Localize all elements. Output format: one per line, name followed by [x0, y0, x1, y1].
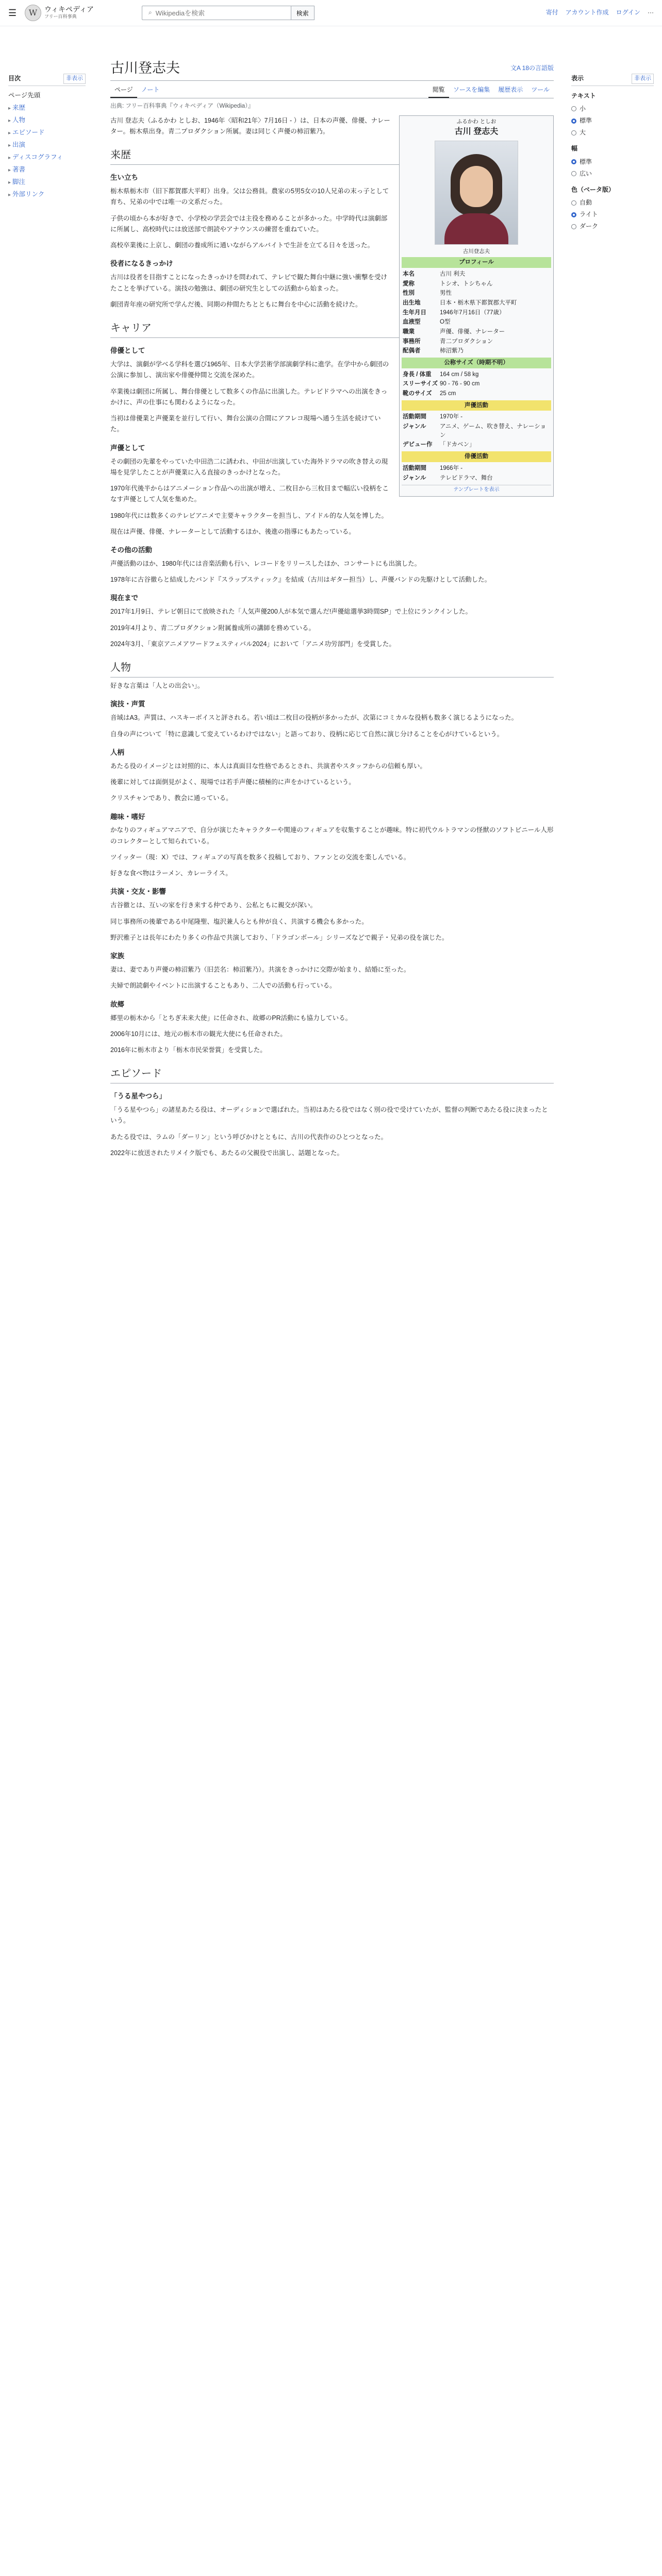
- more-menu-icon[interactable]: ···: [648, 9, 654, 16]
- subsection-heading: 「うる星やつら」: [110, 1092, 166, 1100]
- infobox-actor-heading: 俳優活動: [402, 451, 551, 462]
- paragraph: 古谷徹とは、互いの家を行き来する仲であり、公私ともに親交が深い。: [110, 902, 317, 909]
- infobox-row: [402, 346, 551, 356]
- search-icon: ⌕: [148, 9, 152, 16]
- create-account-link[interactable]: アカウント作成: [565, 9, 609, 16]
- article-body: [110, 115, 554, 1159]
- infobox-row: [402, 317, 551, 327]
- infobox-row-value: アニメ、ゲーム、吹き替え、ナレーション: [440, 423, 547, 438]
- paragraph: 現在は声優、俳優、ナレーターとして活動するほか、後進の指導にもあたっている。: [110, 528, 355, 535]
- infobox-row-value: テレビドラマ、舞台: [440, 474, 493, 481]
- paragraph: その劇団の先輩をやっていた中田浩二に誘われ、中田が出演していた海外ドラマの吹き替えの現場を見学したことが声優業に入る直接のきっかけとなった。: [110, 457, 388, 476]
- toc-item[interactable]: [8, 188, 86, 200]
- user-links: [546, 8, 654, 18]
- toc-item[interactable]: [8, 114, 86, 126]
- infobox-row-label: デビュー作: [403, 442, 433, 448]
- section-heading: エピソード: [110, 1065, 554, 1083]
- infobox-profile-heading: プロフィール: [402, 257, 551, 268]
- page-title-bar: [110, 57, 554, 81]
- subsection-heading: 人柄: [110, 748, 124, 756]
- infobox-row: [402, 308, 551, 318]
- logo-title: ウィキペディア: [44, 6, 94, 14]
- paragraph: 古川は役者を目指すことになったきっかけを問われて、テレビで観た舞台中継に強い衝撃を受けたことを挙げている。演技の勉強は、劇団の研究生としての活動から始まった。: [110, 274, 388, 292]
- infobox-size-heading: 公称サイズ（時期不明）: [402, 358, 551, 368]
- paragraph: かなりのフィギュアマニアで、自分が演じたキャラクターや関連のフィギュアを収集することが趣味。特に初代ウルトラマンの怪獣のソフトビニール人形のコレクターとして知られている。: [110, 826, 554, 845]
- section-heading: キャリア: [110, 319, 554, 338]
- subsection-heading: 家族: [110, 952, 124, 960]
- infobox-row: [402, 440, 551, 450]
- paragraph: 1978年に古谷徹らと結成したバンド『スラップスティック』を結成（古川はギター担当）し、声優バンドの先駆けとして活動した。: [110, 576, 491, 584]
- paragraph: 当初は俳優業と声優業を並行して行い、舞台公演の合間にアフレコ現場へ通う生活を続けていた。: [110, 415, 381, 433]
- page-title: 古川登志夫: [110, 60, 180, 76]
- radio-button[interactable]: [571, 130, 576, 135]
- tab-page[interactable]: ページ: [110, 83, 137, 98]
- toc-item-label: エピソード: [12, 128, 45, 136]
- infobox-row-label: 職業: [403, 329, 415, 335]
- infobox-template-link[interactable]: テンプレートを表示: [402, 485, 551, 494]
- subsection-heading: 趣味・嗜好: [110, 812, 145, 821]
- infobox-row: [402, 269, 551, 279]
- paragraph: 卒業後は劇団に所属し、舞台俳優として数多くの作品に出演した。テレビドラマへの出演をきっかけに、声の仕事にも関わるようになった。: [110, 387, 388, 406]
- chevron-down-icon[interactable]: ▸: [8, 105, 11, 111]
- paragraph: 音域はA3。声質は、ハスキーボイスと評される。若い頃は二枚目の役柄が多かったが、次第にコミカルな役柄も数多く演じるようになった。: [110, 714, 518, 722]
- paragraph: 2016年に栃木市より「栃木市民栄誉賞」を受賞した。: [110, 1046, 267, 1054]
- infobox-row-label: 性別: [403, 290, 415, 297]
- infobox-row-value: 青二プロダクション: [440, 338, 493, 345]
- infobox-row-label: 本名: [403, 271, 415, 278]
- site-logo[interactable]: [25, 5, 102, 21]
- chevron-down-icon[interactable]: ▸: [8, 167, 11, 173]
- paragraph: 劇団青年座の研究所で学んだ後、同期の仲間たちとともに舞台を中心に活動を続けた。: [110, 300, 362, 308]
- toc-item-label: 来歴: [12, 104, 26, 111]
- infobox-row-label: 愛称: [403, 280, 415, 287]
- infobox-row: [402, 422, 551, 440]
- toc-item[interactable]: [8, 176, 86, 188]
- toc-item[interactable]: [8, 163, 86, 176]
- paragraph: 1980年代には数多くのテレビアニメで主要キャラクターを担当し、アイドル的な人気を博した。: [110, 512, 388, 519]
- paragraph: 子供の頃から本が好きで、小学校の学芸会では主役を務めることが多かった。中学時代は演劇部に所属し、高校時代には放送部で朗読やアナウンスの練習を重ねていた。: [110, 214, 388, 233]
- chevron-down-icon[interactable]: ▸: [8, 192, 11, 198]
- toc-item-label: 脚注: [12, 178, 26, 185]
- tab-read[interactable]: 閲覧: [428, 83, 449, 98]
- intro-paragraph: 古川 登志夫（ふるかわ としお、1946年〈昭和21年〉7月16日 - ）は、日本の声優、俳優、ナレーター。栃木県出身。青二プロダクション所属。妻は同じく声優の柿沼紫乃。: [110, 116, 390, 135]
- infobox-row-value: 古川 利夫: [440, 271, 466, 278]
- login-link[interactable]: ログイン: [616, 9, 640, 16]
- infobox-row: [402, 298, 551, 308]
- paragraph: 2022年に放送されたリメイク版でも、あたるの父親役で出演し、話題となった。: [110, 1149, 344, 1157]
- toc-item[interactable]: [8, 101, 86, 114]
- globe-logo-icon: W: [25, 5, 41, 21]
- infobox-row-label: 身長 / 体重: [403, 371, 432, 378]
- toc-item[interactable]: [8, 126, 86, 139]
- paragraph: 後輩に対しては面倒見がよく、現場では若手声優に積極的に声をかけているという。: [110, 778, 355, 786]
- infobox-row-value: 90 - 76 - 90 cm: [440, 381, 480, 387]
- search-form: [138, 6, 315, 20]
- toc-item[interactable]: [8, 139, 86, 151]
- infobox-row: [402, 370, 551, 380]
- subsection-heading: 生い立ち: [110, 174, 138, 182]
- text-size-option-label: 大: [580, 129, 586, 137]
- subsection-heading: 演技・声質: [110, 700, 145, 708]
- radio-button[interactable]: [571, 118, 576, 124]
- width-option[interactable]: [571, 168, 654, 180]
- infobox-voice-heading: 声優活動: [402, 400, 551, 411]
- infobox-row: [402, 327, 551, 337]
- width-option-label: 広い: [580, 170, 592, 177]
- paragraph: 1970年代後半からはアニメーション作品への出演が増え、二枚目から三枚目まで幅広い役柄をこなす声優として人気を集めた。: [110, 485, 389, 503]
- infobox-row: [402, 379, 551, 389]
- width-label: 幅: [571, 145, 578, 152]
- infobox-row-label: 靴のサイズ: [403, 391, 432, 397]
- appearance-heading: 表示: [571, 75, 584, 82]
- portrait-photo[interactable]: [435, 141, 518, 245]
- infobox-row-label: 活動期間: [403, 414, 426, 420]
- section-heading: 来歴: [110, 146, 554, 165]
- chevron-down-icon[interactable]: ▸: [8, 142, 11, 148]
- text-size-option-label: 標準: [580, 116, 592, 124]
- infobox-row: [402, 279, 551, 289]
- infobox-name: 古川 登志夫: [454, 127, 499, 136]
- subsection-heading: 声優として: [110, 444, 145, 452]
- infobox-row-label: 出生地: [403, 300, 421, 307]
- color-option-label: ライト: [580, 211, 598, 218]
- infobox-row-label: 活動期間: [403, 465, 426, 471]
- paragraph: 「うる星やつら」の諸星あたる役は、オーディションで選ばれた。当初はあたる役ではなく別の役で受けていたが、監督の判断であたる役に決まったという。: [110, 1106, 548, 1125]
- color-option[interactable]: [571, 197, 654, 209]
- chevron-down-icon[interactable]: ▸: [8, 179, 11, 185]
- tab-tools[interactable]: ツール: [531, 86, 550, 94]
- infobox-row-label: 配偶者: [403, 348, 421, 354]
- infobox-row-label: スリーサイズ: [403, 381, 438, 387]
- table-of-contents: [8, 74, 86, 200]
- text-size-option-label: 小: [580, 105, 586, 112]
- infobox-row-label: ジャンル: [403, 423, 426, 430]
- toc-item[interactable]: [8, 151, 86, 163]
- donate-link[interactable]: 寄付: [545, 9, 558, 16]
- paragraph: あたる役では、ラムの「ダーリン」という呼びかけとともに、古川の代表作のひとつとなった。: [110, 1133, 388, 1141]
- infobox-row: [402, 473, 551, 483]
- portrait-caption: 古川登志夫: [462, 248, 490, 255]
- paragraph: 栃木県栃木市（旧下都賀郡大平町）出身。父は公務員。農家の5男5女の10人兄弟の末っ子として育ち、兄弟の中では唯一の文系だった。: [110, 188, 389, 206]
- infobox-row-value: 柿沼紫乃: [440, 348, 464, 354]
- width-option-label: 標準: [580, 158, 592, 165]
- infobox-row: [402, 289, 551, 298]
- paragraph: ツイッター（現：X）では、フィギュアの写真を数多く投稿しており、ファンとの交流を楽しんでいる。: [110, 853, 410, 861]
- logo-subtitle: フリー百科事典: [44, 13, 77, 19]
- toc-item-label: 出演: [12, 141, 26, 148]
- tagline: 出典: フリー百科事典『ウィキペディア（Wikipedia）』: [110, 103, 254, 110]
- width-option[interactable]: [571, 156, 654, 168]
- infobox-row-label: ジャンル: [403, 474, 426, 481]
- infobox-furigana: ふるかわ としお: [456, 118, 496, 125]
- search-input[interactable]: [142, 6, 291, 20]
- infobox-row: [402, 412, 551, 422]
- toc-item-label: 著書: [12, 165, 26, 173]
- site-header: [0, 0, 662, 26]
- paragraph: 同じ事務所の後輩である中尾隆聖、塩沢兼人らとも仲が良く、共演する機会も多かった。: [110, 918, 368, 925]
- tab-edit-source[interactable]: ソースを編集: [453, 86, 490, 94]
- infobox-row-value: 「ドカベン」: [440, 442, 475, 448]
- paragraph: 大学は、演劇が学べる学科を選び1965年、日本大学芸術学部演劇学科に進学。在学中から劇団の公演に参加し、演出家や俳優仲間と交流を深めた。: [110, 361, 389, 379]
- infobox-row-value: トシオ、トシちゃん: [440, 280, 493, 287]
- toc-item-top[interactable]: ページ先頭: [8, 91, 41, 99]
- radio-button[interactable]: [571, 212, 576, 217]
- paragraph: クリスチャンであり、教会に通っている。: [110, 794, 233, 802]
- text-size-option[interactable]: [571, 103, 654, 115]
- infobox-row-label: 生年月日: [403, 309, 426, 316]
- text-size-option[interactable]: [571, 127, 654, 139]
- appearance-hide-button[interactable]: 非表示: [632, 74, 654, 84]
- language-button[interactable]: [510, 63, 554, 73]
- color-option-label: ダーク: [580, 223, 599, 230]
- paragraph: 声優活動のほか、1980年代には音楽活動も行い、レコードをリリースしたほか、コンサートにも出演した。: [110, 560, 421, 567]
- paragraph: 好きな食べ物はラーメン、カレーライス。: [110, 870, 232, 877]
- infobox-row-label: 血液型: [403, 319, 421, 326]
- toc-hide-button[interactable]: 非表示: [63, 74, 86, 84]
- paragraph: あたる役のイメージとは対照的に、本人は真面目な性格であるとされ、共演者やスタッフからの信頼も厚い。: [110, 762, 426, 770]
- paragraph: 2006年10月には、地元の栃木市の観光大使にも任命された。: [110, 1030, 287, 1038]
- subsection-heading: 故郷: [110, 1000, 124, 1008]
- appearance-panel: [571, 74, 654, 233]
- paragraph: 2024年3月、「東京アニメアワードフェスティバル2024」において「アニメ功労部門」を受賞した。: [110, 640, 395, 648]
- subsection-heading: その他の活動: [110, 546, 152, 554]
- infobox-row-value: 日本・栃木県下都賀郡大平町: [440, 300, 517, 307]
- toc-item-label: 外部リンク: [12, 190, 45, 198]
- color-label: 色（ベータ版）: [571, 185, 615, 193]
- tab-history[interactable]: 履歴表示: [498, 86, 523, 94]
- hamburger-icon[interactable]: ☰: [8, 7, 17, 18]
- infobox-row-value: 164 cm / 58 kg: [440, 371, 479, 378]
- subsection-heading: 俳優として: [110, 347, 145, 355]
- paragraph: 自身の声について「特に意識して変えているわけではない」と語っており、役柄に応じて自然に演じ分けることを心がけているという。: [110, 730, 504, 738]
- color-option[interactable]: [571, 221, 654, 232]
- chevron-down-icon[interactable]: ▸: [8, 155, 11, 161]
- radio-button[interactable]: [571, 200, 576, 206]
- search-button[interactable]: 検索: [291, 6, 315, 20]
- paragraph: 2019年4月より、青二プロダクション附属養成所の講師を務めている。: [110, 624, 316, 632]
- infobox-row-value: 1946年7月16日（77歳）: [440, 309, 505, 316]
- subsection-heading: 共演・交友・影響: [110, 888, 166, 896]
- infobox-row-value: O型: [440, 319, 451, 326]
- toc-item-label: ディスコグラフィ: [12, 153, 63, 161]
- paragraph: 妻は、妻であり声優の柿沼紫乃（旧芸名：柿沼紫乃）。共演をきっかけに交際が始まり、結婚に至った。: [110, 966, 410, 974]
- section-heading: 人物: [110, 659, 554, 677]
- tab-talk[interactable]: ノート: [141, 86, 160, 94]
- infobox-row-value: 男性: [440, 290, 452, 297]
- language-count: 18の言語版: [522, 64, 554, 72]
- radio-button[interactable]: [571, 171, 576, 176]
- language-icon: 文A: [510, 64, 522, 72]
- radio-button[interactable]: [571, 106, 576, 111]
- main-content: [110, 57, 554, 1164]
- toc-item-label: 人物: [12, 116, 26, 124]
- paragraph: 高校卒業後に上京し、劇団の養成所に通いながらアルバイトで生計を立てる日々を送った。: [110, 242, 374, 249]
- infobox-row: [402, 389, 551, 399]
- text-size-option[interactable]: [571, 115, 654, 127]
- paragraph: 好きな言葉は「人との出会い」。: [110, 682, 204, 690]
- chevron-down-icon[interactable]: ▸: [8, 117, 11, 124]
- infobox-row: [402, 464, 551, 473]
- paragraph: 郷里の栃木から「とちぎ未来大使」に任命され、故郷のPR活動にも協力している。: [110, 1014, 352, 1022]
- subsection-heading: 役者になるきっかけ: [110, 260, 173, 268]
- paragraph: 2017年1月9日、テレビ朝日にて放映された「人気声優200人が本気で選んだ!声優総選挙3時間SP」で上位にランクインした。: [110, 608, 472, 616]
- page-tabs: [110, 83, 554, 98]
- infobox-row-value: 25 cm: [440, 391, 456, 397]
- infobox: [399, 115, 554, 497]
- paragraph: 野沢雅子とは長年にわたり多くの作品で共演しており、「ドラゴンボール」シリーズなどで親子・兄弟の役を演じた。: [110, 934, 449, 941]
- color-option[interactable]: [571, 209, 654, 221]
- infobox-row: [402, 337, 551, 347]
- text-size-label: テキスト: [571, 92, 596, 99]
- chevron-down-icon[interactable]: ▸: [8, 130, 11, 136]
- radio-button[interactable]: [571, 159, 576, 164]
- infobox-row-value: 1970年 -: [440, 414, 463, 420]
- infobox-row-label: 事務所: [403, 338, 421, 345]
- subsection-heading: 現在まで: [110, 594, 138, 602]
- paragraph: 夫婦で朗読劇やイベントに出演することもあり、二人での活動も行っている。: [110, 982, 336, 990]
- color-option-label: 自動: [580, 199, 592, 207]
- radio-button[interactable]: [571, 224, 576, 229]
- toc-heading: 目次: [8, 75, 21, 82]
- infobox-row-value: 1966年 -: [440, 465, 463, 471]
- infobox-row-value: 声優、俳優、ナレーター: [440, 329, 505, 335]
